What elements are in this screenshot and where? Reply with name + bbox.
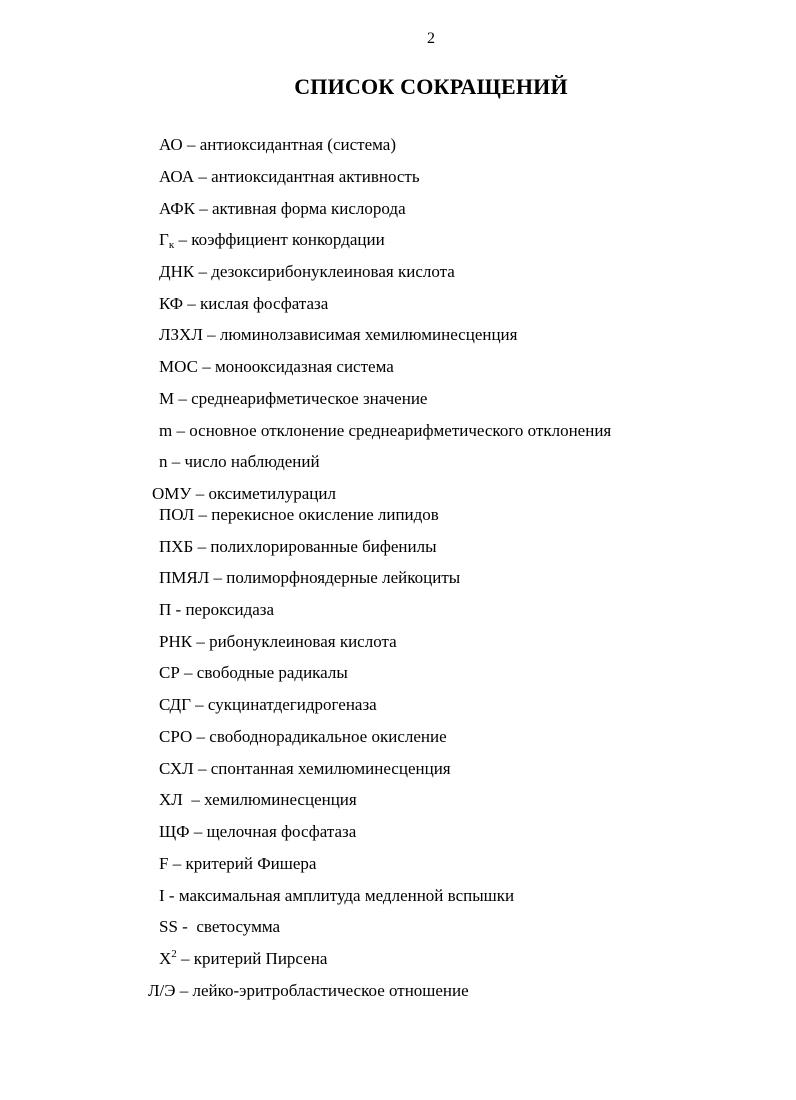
list-item: ДНК – дезоксирибонуклеиновая кислота <box>159 262 455 281</box>
definition: монооксидазная система <box>214 357 394 376</box>
term: Г <box>159 230 169 249</box>
list-item: РНК – рибонуклеиновая кислота <box>159 632 397 651</box>
term: ЛЗХЛ <box>159 325 203 344</box>
term: ЩФ <box>159 822 190 841</box>
list-item: ЛЗХЛ – люминолзависимая хемилюминесценция <box>159 325 518 344</box>
page-number: 2 <box>427 30 435 47</box>
definition: основное отклонение среднеарифметического отклонения <box>189 421 612 440</box>
term: СР <box>159 663 180 682</box>
definition: свободные радикалы <box>196 663 348 682</box>
list-item: $Г_к$ – коэффициент конкордации <box>159 230 385 251</box>
definition: активная форма кислорода <box>211 199 406 218</box>
definition: свободнорадикальное окисление <box>209 727 447 746</box>
term: СДГ <box>159 695 191 714</box>
term: I <box>159 886 165 905</box>
term: МОС <box>159 357 198 376</box>
definition: сукцинатдегидрогеназа <box>207 695 377 714</box>
term: F <box>159 854 169 873</box>
definition: полихлорированные бифенилы <box>210 537 437 556</box>
definition: рибонуклеиновая кислота <box>209 632 397 651</box>
definition: люминолзависимая хемилюминесценция <box>219 325 518 344</box>
term-superscript: 2 <box>171 948 177 960</box>
list-item: П - пероксидаза <box>159 600 275 619</box>
term: ПОЛ <box>159 505 195 524</box>
term: X <box>159 949 172 968</box>
page-title: СПИСОК СОКРАЩЕНИЙ <box>294 74 568 99</box>
definition: критерий Фишера <box>185 854 317 873</box>
list-item: АОА – антиоксидантная активность <box>159 167 420 186</box>
definition: дезоксирибонуклеиновая кислота <box>211 262 455 281</box>
definition: лейко-эритробластическое отношение <box>192 981 469 1000</box>
list-item: Л/Э – лейко-эритробластическое отношение <box>148 981 469 1000</box>
definition: хемилюминесценция <box>204 790 357 809</box>
term: ПХБ <box>159 537 194 556</box>
list-item: СДГ – сукцинатдегидрогеназа <box>159 695 377 714</box>
list-item: F – критерий Фишера <box>159 854 317 873</box>
definition: среднеарифметическое значение <box>191 389 428 408</box>
list-item: АО – антиоксидантная (система) <box>159 135 396 154</box>
list-item: ОМУ – оксиметилурацил <box>152 484 336 503</box>
term: АОА <box>159 167 195 186</box>
list-item: ЩФ – щелочная фосфатаза <box>159 822 357 841</box>
list-item: SS - светосумма <box>159 917 281 936</box>
definition: спонтанная хемилюминесценция <box>210 759 451 778</box>
term: n <box>159 452 168 471</box>
term: ОМУ <box>152 484 192 503</box>
list-item: ПМЯЛ – полиморфноядерные лейкоциты <box>159 568 461 587</box>
list-item: МОС – монооксидазная система <box>159 357 394 376</box>
term: ДНК <box>159 262 195 281</box>
definition: кислая фосфатаза <box>200 294 329 313</box>
definition: антиоксидантная (система) <box>199 135 396 154</box>
term: m <box>159 421 173 440</box>
list-item: ПХБ – полихлорированные бифенилы <box>159 537 437 556</box>
term: ХЛ <box>159 790 183 809</box>
list-item: М – среднеарифметическое значение <box>159 389 428 408</box>
term: Л/Э <box>148 981 176 1000</box>
definition: антиоксидантная активность <box>211 167 420 186</box>
list-item: $X^2$ – критерий Пирсена <box>159 948 328 968</box>
definition: коэффициент конкордации <box>191 230 385 249</box>
definition: перекисное окисление липидов <box>211 505 439 524</box>
definition: пероксидаза <box>185 600 275 619</box>
list-item: I - максимальная амплитуда медленной вспышки <box>159 886 515 905</box>
definition: критерий Пирсена <box>193 949 328 968</box>
term: СХЛ <box>159 759 194 778</box>
list-item: КФ – кислая фосфатаза <box>159 294 329 313</box>
list-item: СРО – свободнорадикальное окисление <box>159 727 447 746</box>
term: П <box>159 600 172 619</box>
definition: оксиметилурацил <box>208 484 336 503</box>
term: АФК <box>159 199 195 218</box>
list-item: ХЛ – хемилюминесценция <box>159 790 357 809</box>
term: СРО <box>159 727 193 746</box>
term: АО <box>159 135 183 154</box>
list-item: ПОЛ – перекисное окисление липидов <box>159 505 439 524</box>
term: РНК <box>159 632 193 651</box>
list-item: АФК – активная форма кислорода <box>159 199 406 218</box>
definition: полиморфноядерные лейкоциты <box>226 568 461 587</box>
definition: максимальная амплитуда медленной вспышки <box>178 886 515 905</box>
term-subscript: к <box>168 239 175 251</box>
definition: число наблюдений <box>184 452 320 471</box>
list-item: СХЛ – спонтанная хемилюминесценция <box>159 759 451 778</box>
term: ПМЯЛ <box>159 568 210 587</box>
definition: светосумма <box>196 917 281 936</box>
definition: щелочная фосфатаза <box>206 822 357 841</box>
list-item: m – основное отклонение среднеарифметического отклонения <box>159 421 612 440</box>
term: М <box>159 389 175 408</box>
term: КФ <box>159 294 184 313</box>
list-item: n – число наблюдений <box>159 452 320 471</box>
list-item: СР – свободные радикалы <box>159 663 348 682</box>
term: SS <box>159 917 178 936</box>
